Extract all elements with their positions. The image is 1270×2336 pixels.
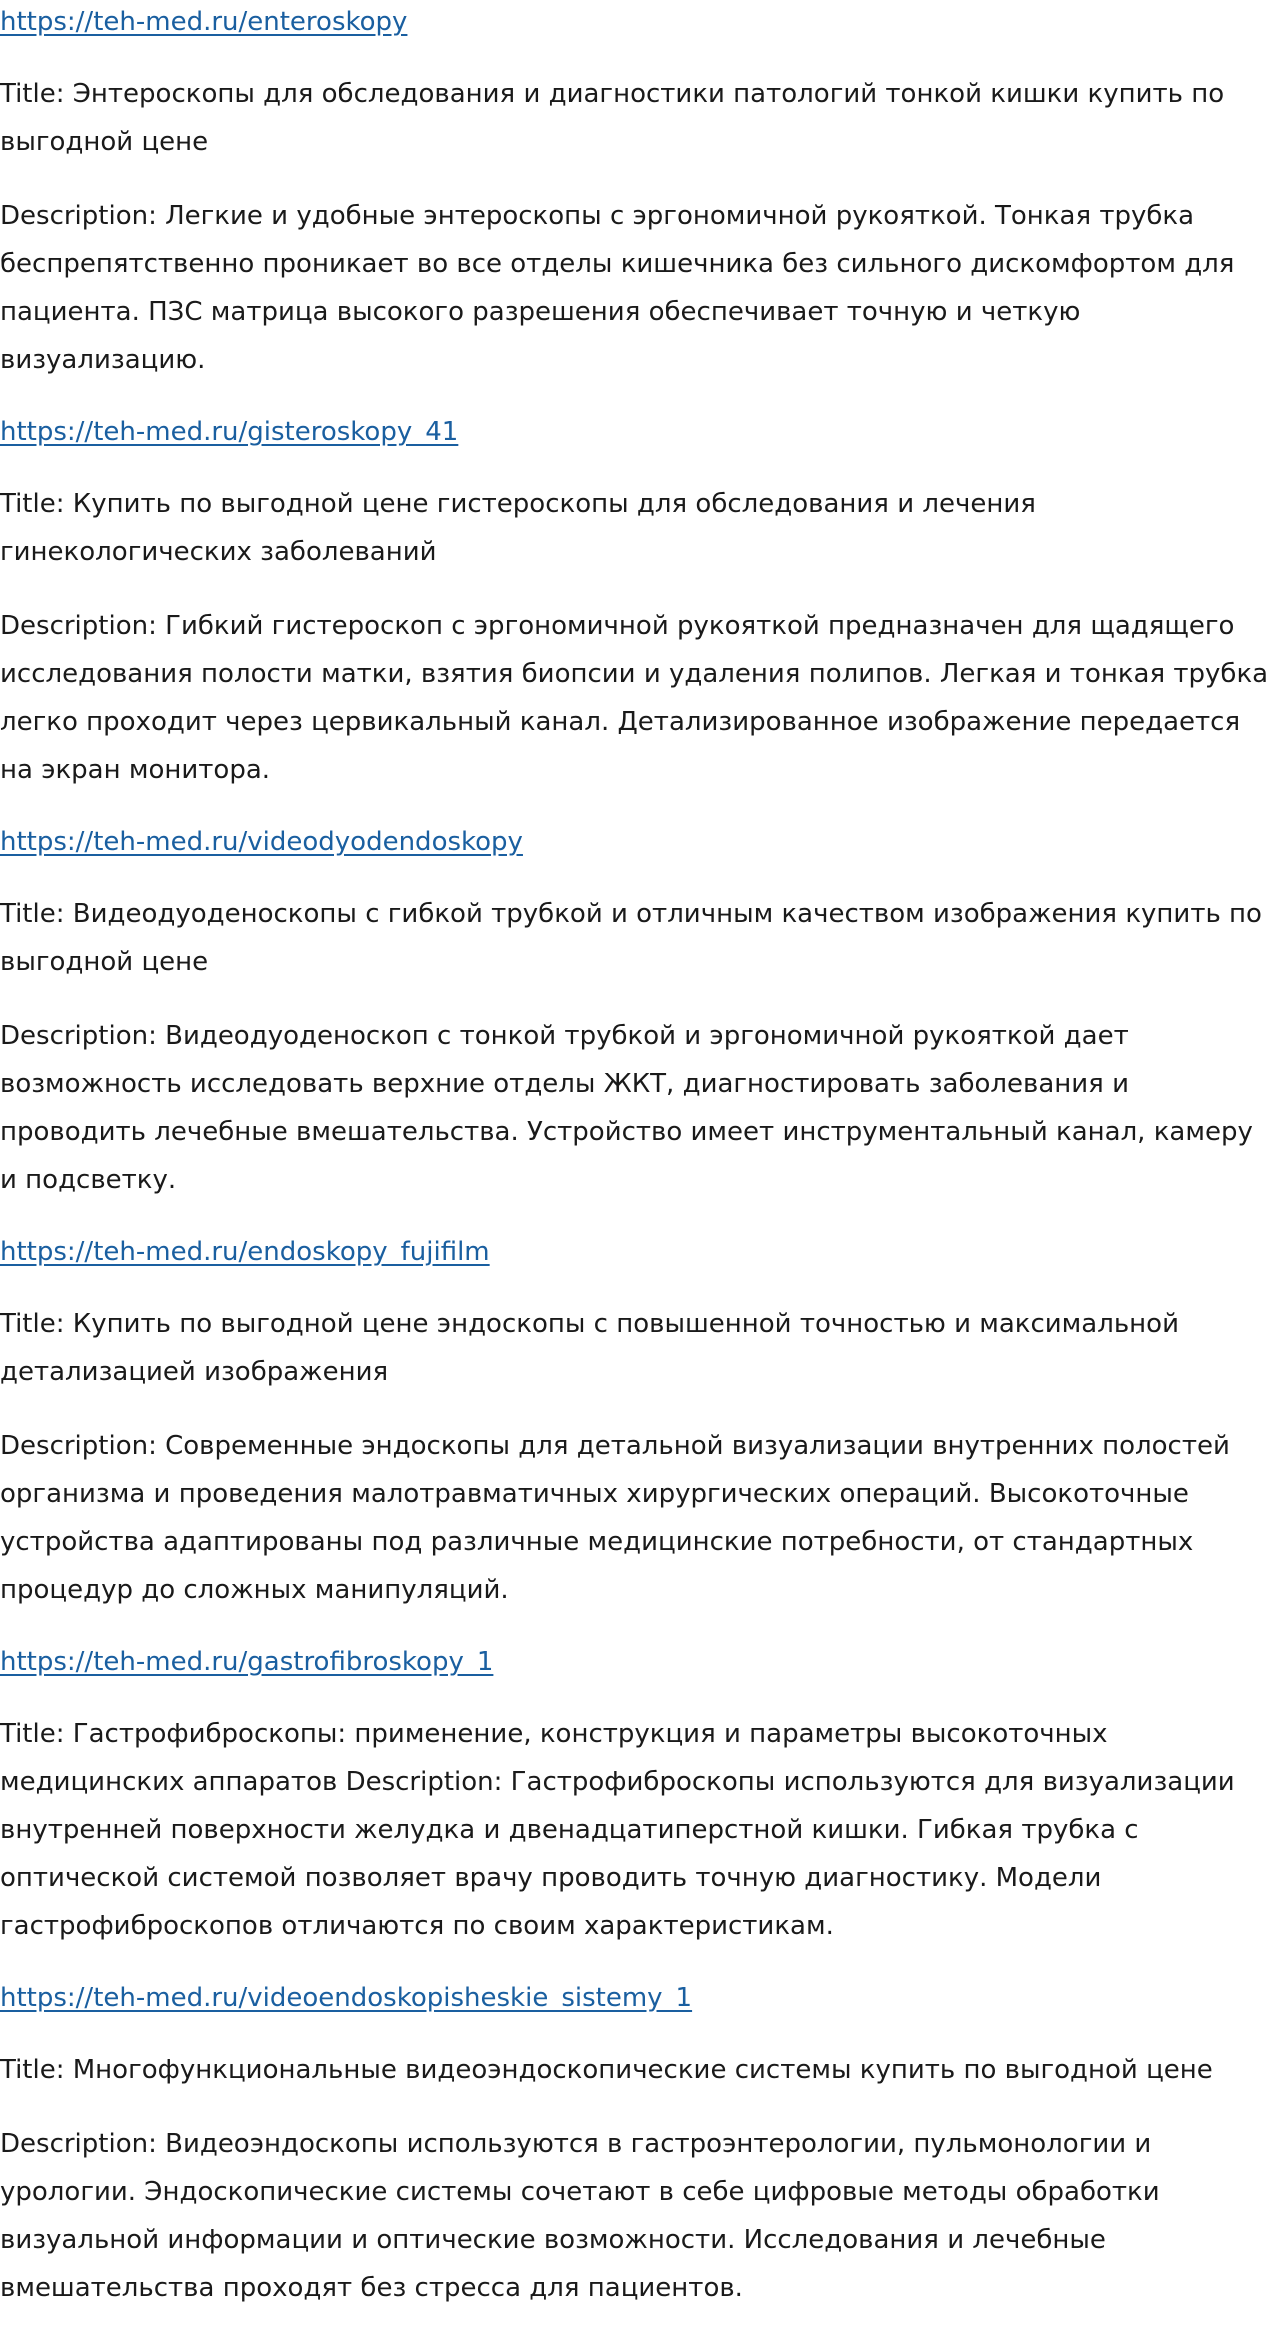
entry-url-link [0,0,1270,44]
entry-title-text: Title: Энтероскопы для обследования и диагностики патологий тонкой кишки купить по выгодной цене [0,79,1225,157]
entry-description-text: Description: Современные эндоскопы для детальной визуализации внутренних полостей организма и проведения малотравматичных хирургических операций. Высокоточные устройства адаптированы под различные медицинские потребности, от стандартных процедур до сложных манипуляций. [0,1431,1230,1605]
entry-description-text: Description: Видеодуоденоскоп с тонкой трубкой и эргономичной рукояткой дает возможность исследовать верхние отделы ЖКТ, диагностировать заболевания и проводить лечебные вмешательства. Устройство имеет инструментальный канал, камеру и подсветку. [0,1021,1253,1195]
url-link[interactable]: https://teh-med.ru/gisteroskopy_41 [0,417,459,447]
entry-url-link [0,410,1270,454]
entry-url-link [0,1976,1270,2020]
entry-url-link [0,1640,1270,1684]
entry-title-text: Title: Гастрофиброскопы: применение, конструкция и параметры высокоточных медицинских аппаратов Description: Гастрофиброскопы используются для визуализации внутренней поверхности желудка и двенадцатиперстной кишки. Гибкая трубка с оптической системой позволяет врачу проводить точную диагностику. Модели гастрофиброскопов отличаются по своим характеристикам. [0,1719,1235,1941]
url-link[interactable]: https://teh-med.ru/gastrofibroskopy_1 [0,1647,494,1677]
entry-description-text: Description: Легкие и удобные энтероскопы с эргономичной рукояткой. Тонкая трубка беспрепятственно проникает во все отделы кишечника без сильного дискомфортом для пациента. ПЗС матрица высокого разрешения обеспечивает точную и четкую визуализацию. [0,201,1235,375]
url-link[interactable]: https://teh-med.ru/videodyodendoskopy [0,827,523,857]
entry-title-text: Title: Видеодуоденоскопы с гибкой трубкой и отличным качеством изображения купить по выгодной цене [0,899,1262,977]
entry-description-text: Description: Видеоэндоскопы используются в гастроэнтерологии, пульмонологии и урологии. Эндоскопические системы сочетают в себе цифровые методы обработки визуальной информации и оптические возможности. Исследования и лечебные вмешательства проходят без стресса для пациентов. [0,2129,1160,2303]
entry-url-link [0,820,1270,864]
entry-title-text: Title: Купить по выгодной цене эндоскопы с повышенной точностью и максимальной детализацией изображения [0,1309,1179,1387]
entry-title-text: Title: Купить по выгодной цене гистероскопы для обследования и лечения гинекологических заболеваний [0,489,1036,567]
entry-title-text: Title: Многофункциональные видеоэндоскопические системы купить по выгодной цене [0,2055,1213,2085]
entry-description-text: Description: Гибкий гистероскоп с эргономичной рукояткой предназначен для щадящего исследования полости матки, взятия биопсии и удаления полипов. Легкая и тонкая трубка легко проходит через цервикальный канал. Детализированное изображение передается на экран монитора. [0,611,1269,785]
url-link[interactable]: https://teh-med.ru/enteroskopy [0,7,408,37]
entry-url-link [0,1230,1270,1274]
url-link[interactable]: https://teh-med.ru/endoskopy_fujifilm [0,1237,490,1267]
url-link[interactable]: https://teh-med.ru/videoendoskopisheskie_sistemy_1 [0,1983,693,2013]
